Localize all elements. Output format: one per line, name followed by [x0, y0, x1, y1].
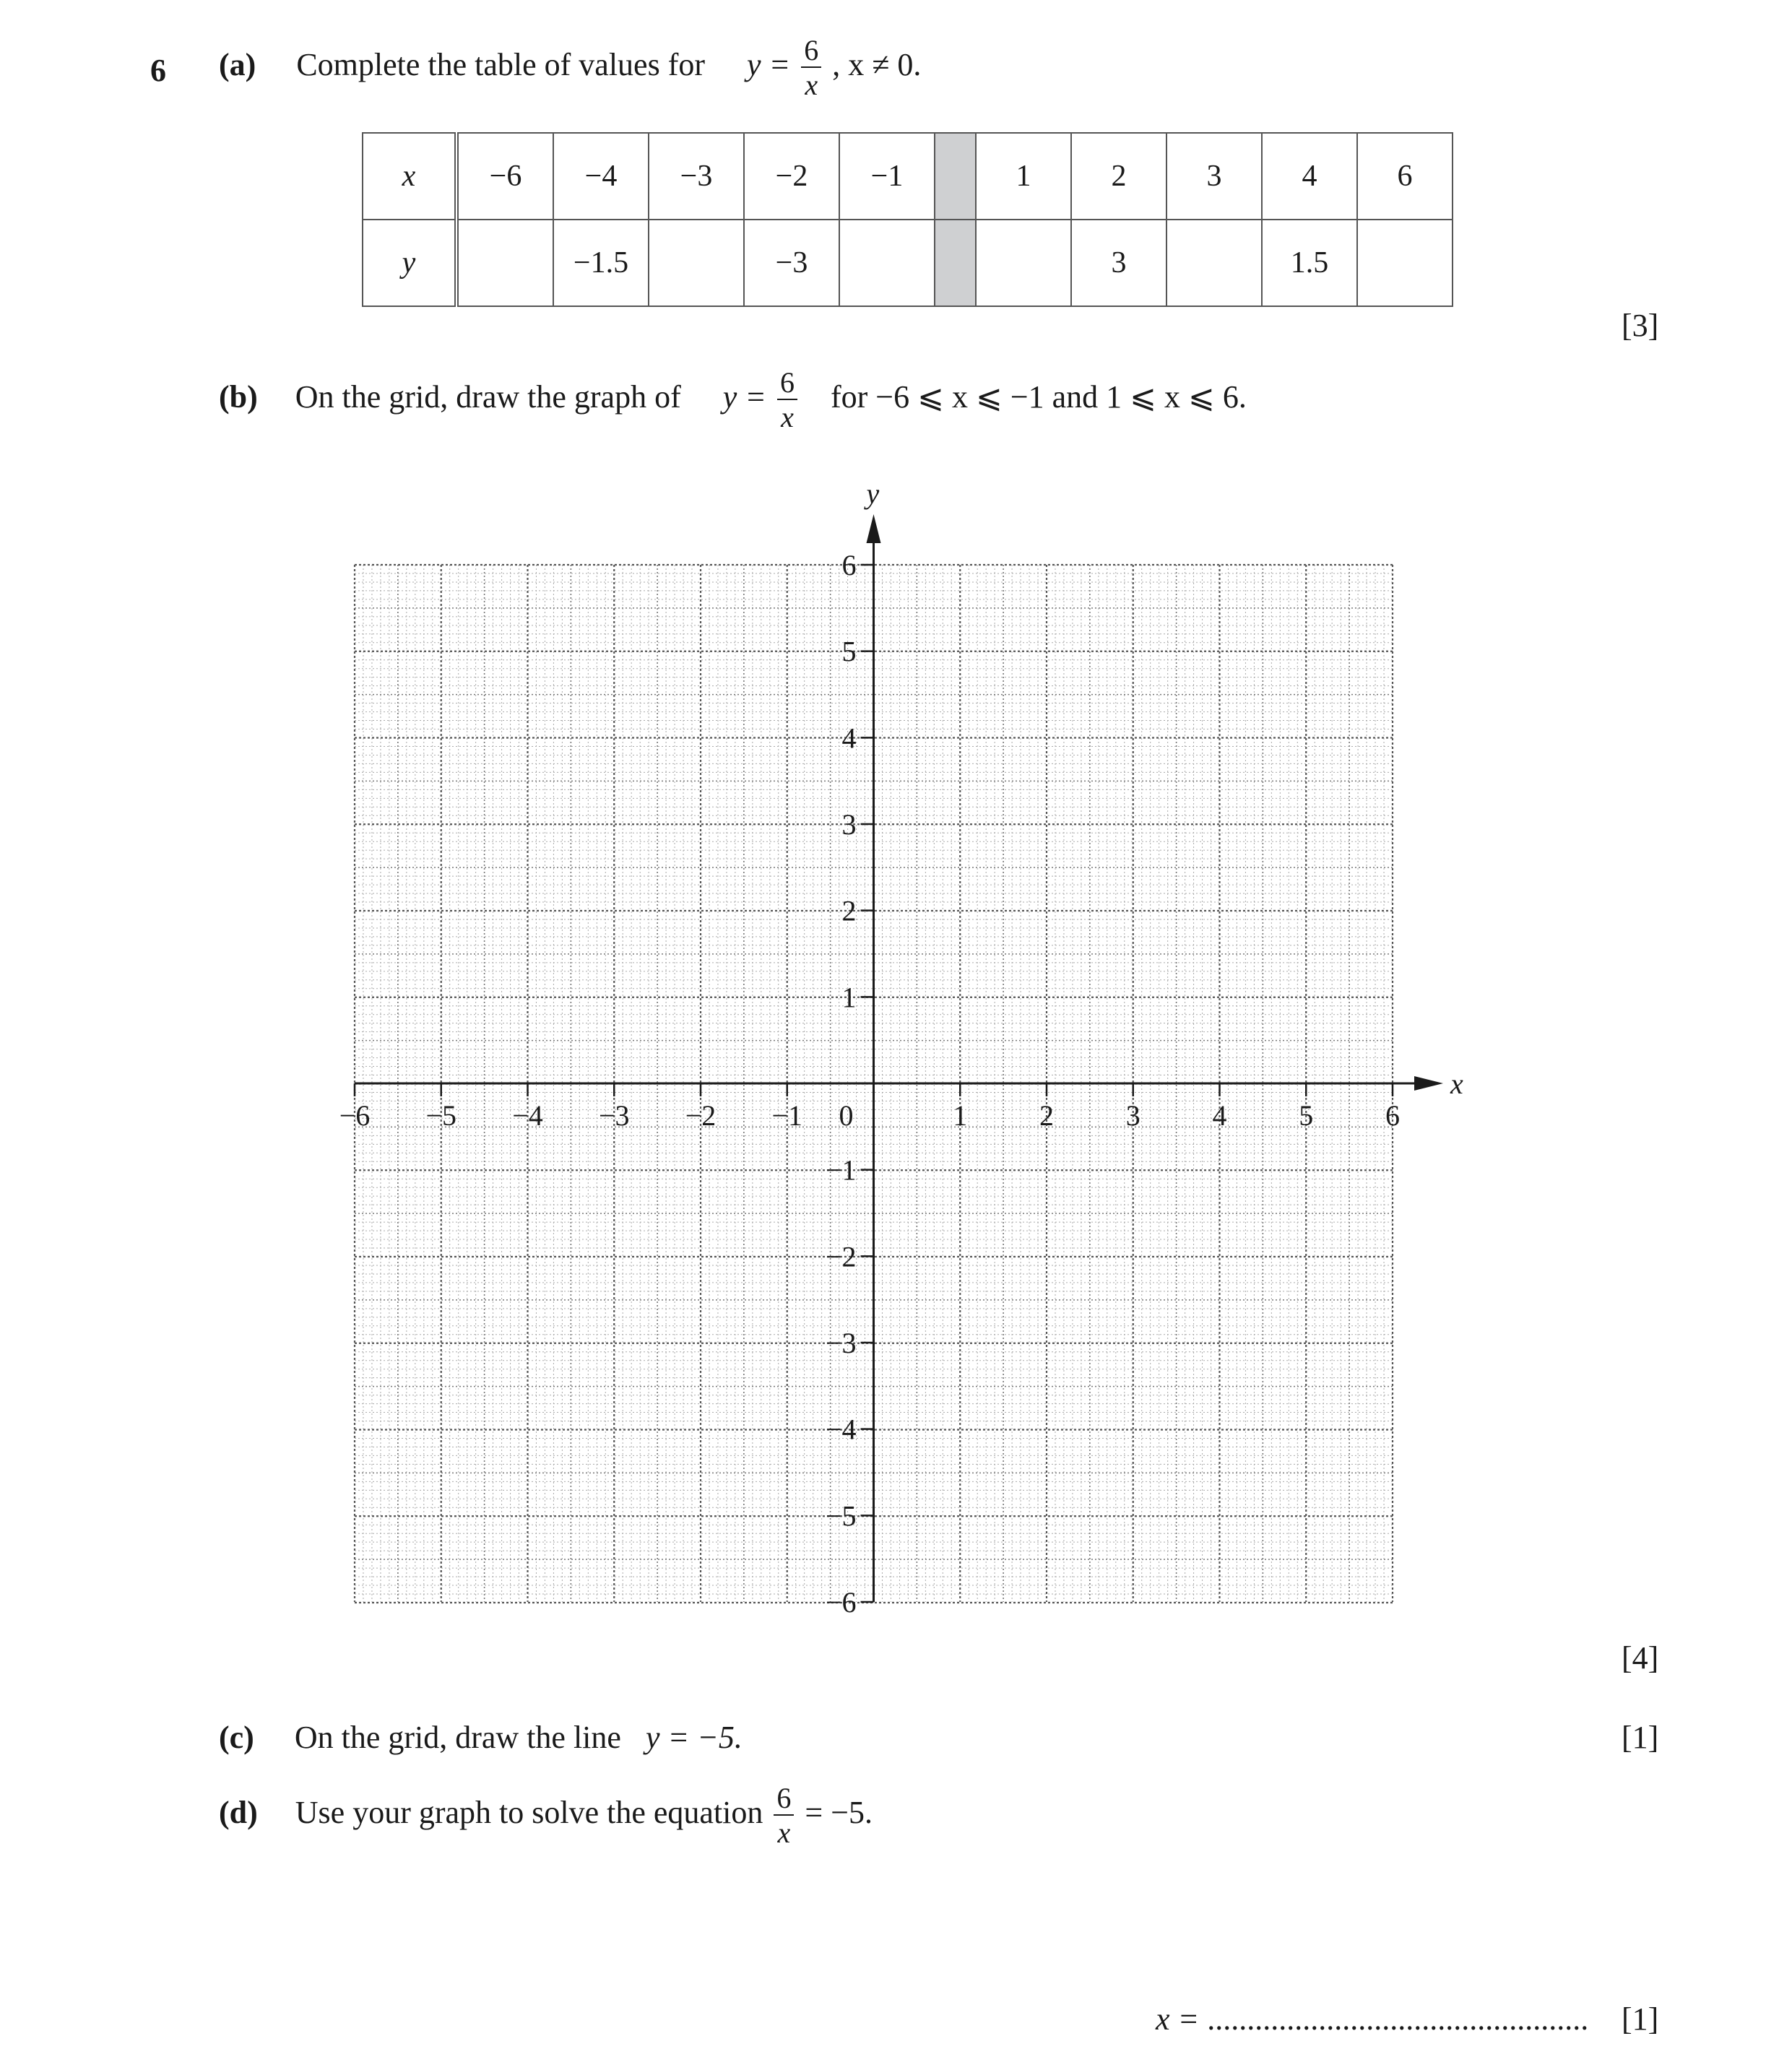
answer-dots[interactable]: ................................................ [1207, 2001, 1589, 2037]
x-tick-label: 4 [1212, 1099, 1227, 1132]
table-x-cell: 2 [1071, 133, 1166, 220]
y-tick-label: −3 [825, 1327, 857, 1359]
x-tick-label: 2 [1039, 1099, 1054, 1132]
x-axis-label: x [1450, 1067, 1463, 1100]
y-tick-label: −1 [825, 1153, 857, 1187]
part-a-eq-lhs: y = [747, 47, 791, 83]
y-tick-label: 5 [841, 635, 857, 668]
x-axis-arrow [1414, 1076, 1443, 1091]
table-x-cell: −4 [553, 133, 649, 220]
table-x-cell: 4 [1262, 133, 1357, 220]
x-tick-label: 3 [1125, 1099, 1140, 1132]
table-y-cell: −1.5 [553, 220, 649, 306]
question-number: 6 [150, 53, 166, 88]
x-tick-label: −4 [512, 1099, 543, 1132]
y-tick-label: 3 [841, 808, 857, 841]
part-b-mark: [4] [1622, 1640, 1659, 1676]
part-c-text: On the grid, draw the line [294, 1720, 621, 1755]
y-tick-label: 2 [841, 894, 857, 927]
table-x-cell: 3 [1166, 133, 1262, 220]
part-b-range: for −6 ⩽ x ⩽ −1 and 1 ⩽ x ⩽ 6. [830, 379, 1247, 415]
part-a-fraction: $\frac{6}{x}$ [801, 36, 821, 100]
part-b-fraction: $\frac{6}{x}$ [777, 368, 797, 432]
table-x-cell: −1 [839, 133, 935, 220]
part-a-condition: , x ≠ 0. [832, 47, 922, 83]
table-x-cell: 6 [1357, 133, 1453, 220]
table-y-header: y [363, 220, 456, 306]
part-d-text: Use your graph to solve the equation [295, 1795, 763, 1831]
table-x-cell: −3 [649, 133, 744, 220]
y-tick-label: 1 [841, 981, 857, 1014]
table-x-header: x [363, 133, 456, 220]
part-c-prompt [219, 1719, 743, 1756]
table-y-cell: −3 [744, 220, 839, 306]
table-y-cell: 1.5 [1262, 220, 1357, 306]
origin-label: 0 [839, 1099, 854, 1132]
y-tick-label: −5 [825, 1499, 857, 1533]
part-d-prompt [219, 1784, 873, 1847]
x-tick-label: 6 [1385, 1099, 1400, 1132]
part-c-mark: [1] [1622, 1720, 1659, 1755]
table-y-cell: 3 [1071, 220, 1166, 306]
part-b-text: On the grid, draw the graph of [295, 379, 681, 415]
part-c-label: (c) [219, 1720, 254, 1755]
x-tick-label: −5 [425, 1099, 457, 1132]
part-d-eq-rhs: = −5. [805, 1795, 873, 1831]
part-d-mark: [1] [1622, 2001, 1659, 2037]
x-tick-label: −6 [339, 1099, 371, 1132]
part-b-eq-lhs: y = [722, 379, 766, 415]
x-tick-label: 5 [1299, 1099, 1314, 1132]
y-axis-label: y [866, 477, 880, 510]
x-tick-label: −2 [685, 1099, 717, 1132]
x-tick-label: 1 [953, 1099, 968, 1132]
y-tick-label: −2 [825, 1240, 857, 1273]
y-tick-label: 6 [841, 549, 857, 581]
table-x-cell: −6 [456, 133, 553, 220]
x-tick-label: −1 [771, 1099, 803, 1132]
answer-prefix: x = [1156, 2001, 1200, 2037]
y-tick-label: 4 [841, 722, 857, 755]
part-c-eq: y = −5. [645, 1720, 743, 1755]
part-b-label: (b) [219, 379, 258, 415]
y-tick-label: −6 [825, 1586, 857, 1619]
table-x-cell: 1 [976, 133, 1071, 220]
part-a-text: Complete the table of values for [296, 47, 706, 83]
part-a-label: (a) [219, 47, 256, 83]
y-axis-arrow [867, 514, 881, 543]
x-tick-label: −3 [598, 1099, 630, 1132]
y-tick-label: −4 [825, 1413, 857, 1446]
part-d-fraction: $\frac{6}{x}$ [774, 1784, 794, 1847]
part-d-label: (d) [219, 1795, 258, 1831]
table-x-cell: −2 [744, 133, 839, 220]
part-a-mark: [3] [1622, 308, 1659, 343]
answer-line[interactable] [1156, 2001, 1588, 2037]
